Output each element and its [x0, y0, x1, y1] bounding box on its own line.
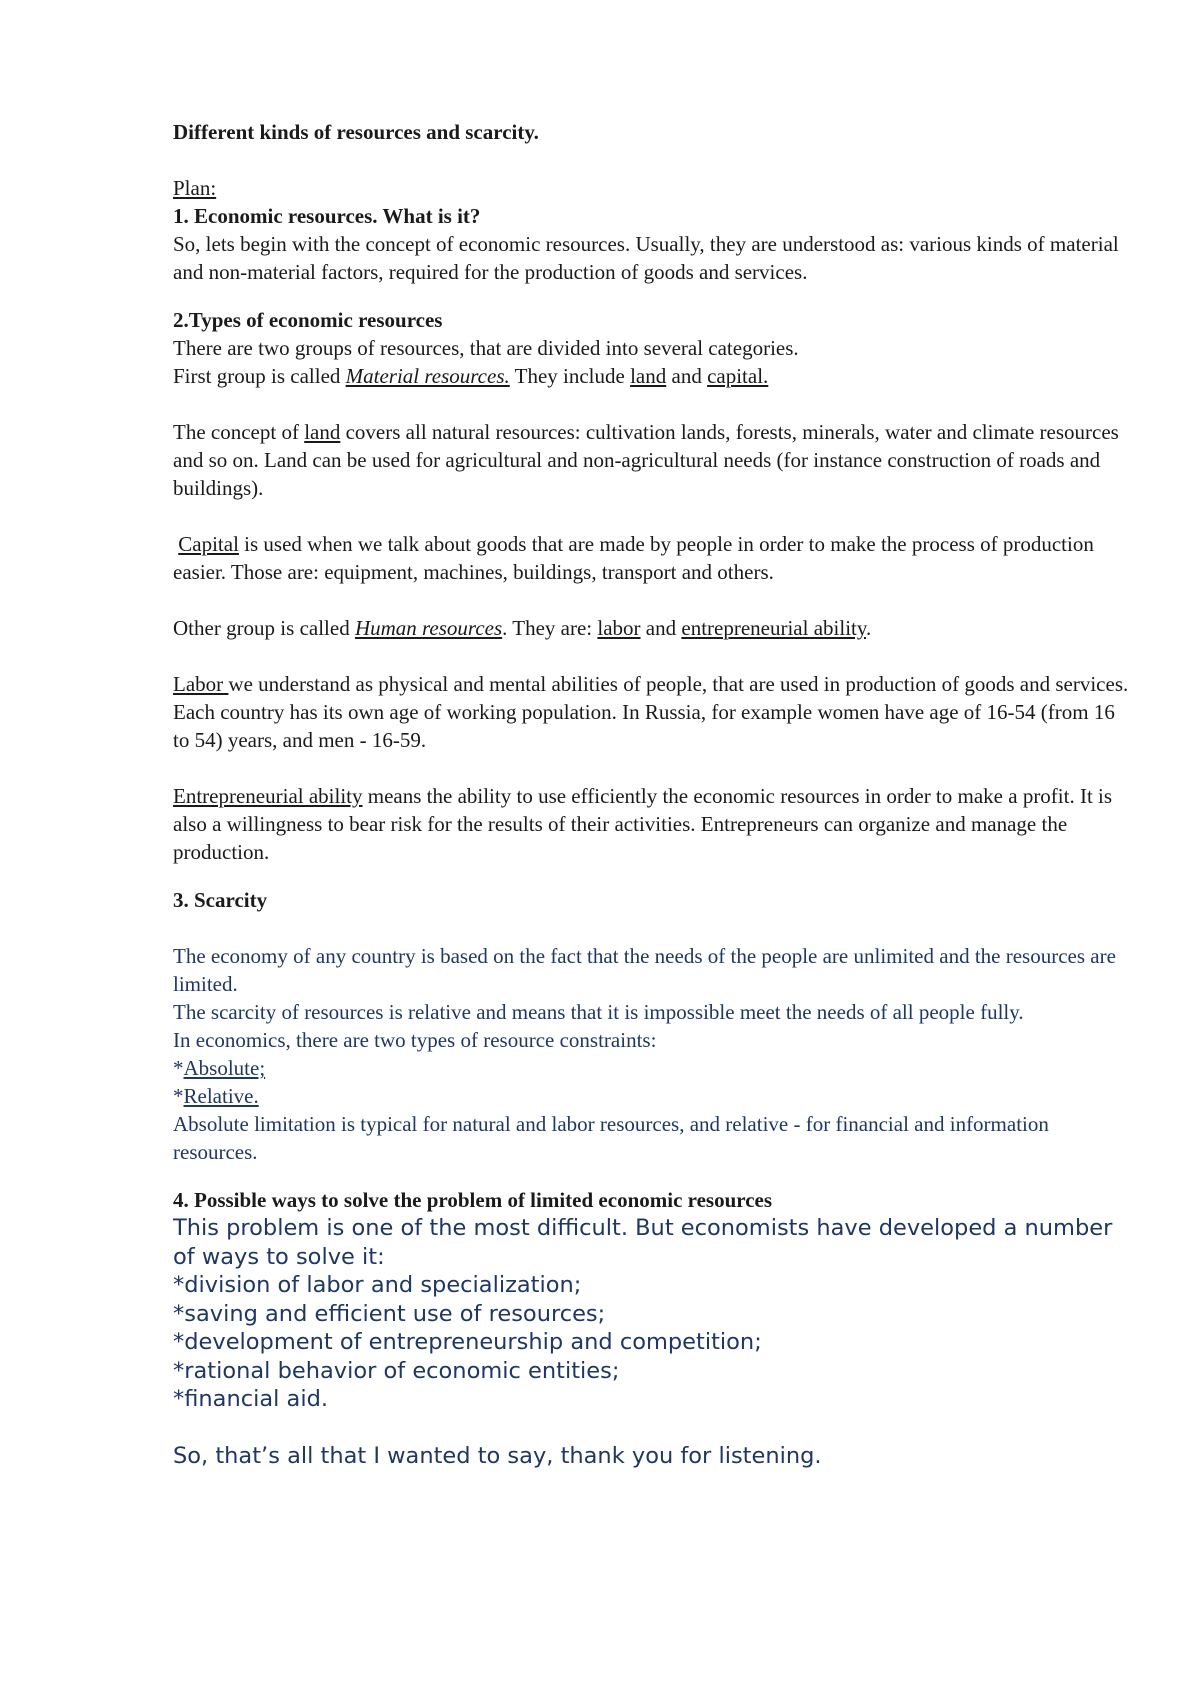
scarcity-p4: Absolute limitation is typical for natural and labor resources, and relative - for financial and information resources.: [173, 1112, 1049, 1164]
solutions-block: [173, 1214, 1133, 1470]
list-item: *development of entrepreneurship and competition;: [173, 1329, 762, 1355]
entrepreneurial-paragraph: Entrepreneurial ability means the ability to use efficiently the economic resources in order to make a profit. It is also a willingness to bear risk for the results of their activities. Entrepreneurs can organize and manage the production.: [173, 784, 1113, 864]
document-title: Different kinds of resources and scarcity.: [173, 120, 539, 144]
capital-paragraph: Capital is used when we talk about goods that are made by people in order to make the process of production easier. Those are: equipment, machines, buildings, transport and others.: [173, 532, 1094, 584]
list-item: *financial aid.: [173, 1386, 329, 1412]
closing-line: So, that’s all that I wanted to say, thank you for listening.: [173, 1442, 822, 1469]
section2-intro: There are two groups of resources, that are divided into several categories.: [173, 336, 799, 360]
labor-paragraph: Labor we understand as physical and mental abilities of people, that are used in production of goods and services. Each country has its own age of working population. In Russia, for example women have age of 16-54 (from 16 to 54) years, and men - 16-59.: [173, 672, 1129, 752]
section2-heading: 2.Types of economic resources: [173, 308, 443, 332]
scarcity-p1: The economy of any country is based on the fact that the needs of the people are unlimited and the resources are limited.: [173, 944, 1116, 996]
list-item: *rational behavior of economic entities;: [173, 1357, 620, 1384]
scarcity-p3: In economics, there are two types of resource constraints:: [173, 1028, 657, 1052]
land-paragraph: The concept of land covers all natural resources: cultivation lands, forests, minerals, water and climate resources and so on. Land can be used for agricultural and non-agricultural needs (for instance construction of roads and buildings).: [173, 420, 1119, 500]
capital-term: capital.: [707, 364, 769, 388]
list-item: *division of labor and specialization;: [173, 1272, 582, 1298]
land-term: land: [630, 364, 667, 388]
material-resources-term: Material resources.: [345, 364, 510, 388]
scarcity-p2: The scarcity of resources is relative and means that it is impossible meet the needs of all people fully.: [173, 1000, 1024, 1024]
plan-label: Plan:: [173, 176, 217, 200]
human-resources-term: Human resources: [354, 616, 503, 640]
section4-heading: 4. Possible ways to solve the problem of limited economic resources: [173, 1188, 773, 1212]
constraint-absolute: *Absolute;: [173, 1056, 266, 1080]
solutions-intro: This problem is one of the most difficult. But economists have developed a number of ways to solve it:: [173, 1215, 1113, 1270]
section3-heading: 3. Scarcity: [173, 888, 268, 912]
constraint-relative: *Relative.: [173, 1084, 259, 1108]
section1-heading: 1. Economic resources. What is it?: [173, 204, 481, 228]
section1-body: So, lets begin with the concept of economic resources. Usually, they are understood as: various kinds of material and non-material factors, required for the production of goods and services.: [173, 232, 1119, 284]
list-item: *saving and efficient use of resources;: [173, 1300, 606, 1327]
scarcity-block: [173, 942, 1133, 1166]
other-group-paragraph: Other group is called Human resources. They are: labor and entrepreneurial ability.: [173, 616, 872, 640]
document-body: [173, 118, 1133, 1470]
section2-first-group: First group is called Material resources. They include land and capital.: [173, 364, 769, 388]
